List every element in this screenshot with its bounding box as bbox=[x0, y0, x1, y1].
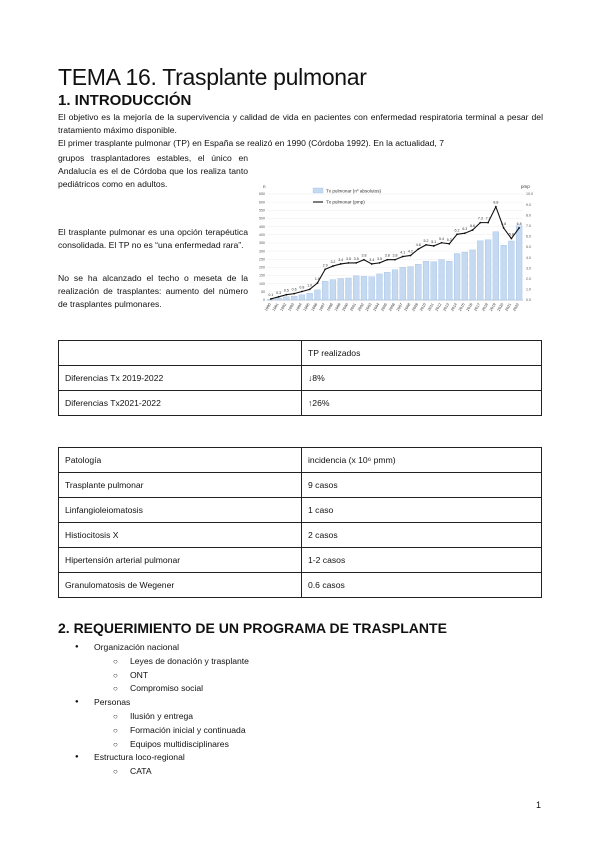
paragraph-techo-meseta: No se ha alcanzado el techo o meseta de la realización de trasplantes: aumento del número de trasplantes pulmonares. bbox=[58, 273, 248, 309]
chart-x-tick-label: 1999 bbox=[333, 302, 342, 312]
chart-x-tick-label: 1993 bbox=[287, 302, 296, 312]
chart-line-point bbox=[518, 227, 520, 229]
chart-line-point bbox=[309, 289, 311, 291]
chart-legend-label: Tx pulmonar (nº absolutos) bbox=[326, 188, 382, 194]
chart-y2-tick-label: 2.0 bbox=[526, 277, 531, 281]
chart-bar bbox=[322, 281, 328, 300]
chart-x-tick-label: 2000 bbox=[341, 302, 350, 312]
table2-cell: 0.6 casos bbox=[302, 573, 542, 598]
chart-data-label: 5.1 bbox=[431, 239, 437, 244]
chart-bar bbox=[431, 262, 437, 300]
table1-cell: Diferencias Tx 2019-2022 bbox=[59, 366, 302, 391]
chart-y-tick-label: 200 bbox=[259, 265, 265, 270]
requirements-list bbox=[58, 641, 249, 779]
chart-bar bbox=[462, 252, 468, 300]
requirement-item: ● Organización nacional bbox=[58, 641, 249, 655]
chart-x-tick-label: 1991 bbox=[271, 302, 280, 312]
chart-y-tick-label: 150 bbox=[259, 273, 265, 278]
chart-x-tick-label: 2020 bbox=[496, 302, 505, 312]
chart-line-point bbox=[317, 282, 319, 284]
chart-bar bbox=[353, 276, 359, 300]
chart-data-label: 4.1 bbox=[400, 250, 406, 255]
chart-x-tick-label: 1996 bbox=[310, 302, 319, 312]
chart-y2-tick-label: 3.0 bbox=[526, 266, 531, 271]
chart-x-tick-label: 2010 bbox=[419, 302, 427, 312]
chart-data-label: 5.8 bbox=[508, 232, 514, 237]
chart-bar bbox=[377, 274, 383, 300]
chart-line-point bbox=[363, 259, 365, 261]
chart-data-label: 6.8 bbox=[516, 221, 522, 226]
chart-line-point bbox=[448, 243, 450, 245]
chart-line-point bbox=[332, 265, 334, 267]
chart-line-point bbox=[464, 232, 466, 234]
requirement-subitem: ○ Compromiso social bbox=[58, 682, 249, 696]
chart-y2-tick-label: 6.0 bbox=[526, 234, 531, 239]
chart-y-tick-label: 300 bbox=[259, 249, 265, 254]
table2-cell: 1-2 casos bbox=[302, 548, 542, 573]
chart-x-tick-label: 1994 bbox=[295, 302, 303, 312]
chart-y-tick-label: 550 bbox=[259, 208, 265, 213]
chart-bar bbox=[330, 280, 336, 300]
page-title: TEMA 16. Trasplante pulmonar bbox=[58, 64, 367, 90]
chart-y-tick-label: 500 bbox=[259, 216, 265, 221]
chart-line-point bbox=[433, 245, 435, 247]
chart-x-tick-label: 2009 bbox=[411, 302, 420, 312]
chart-x-tick-label: 2015 bbox=[457, 302, 466, 312]
chart-y-tick-label: 650 bbox=[259, 192, 265, 197]
chart-y-tick-label: 50 bbox=[261, 290, 265, 295]
chart-data-label: 7.3 bbox=[485, 216, 491, 221]
chart-data-label: 1.6 bbox=[314, 277, 320, 282]
table2-row bbox=[59, 573, 542, 598]
table1-row bbox=[59, 366, 542, 391]
chart-legend-label: Tx pulmonar (pmp) bbox=[326, 199, 365, 205]
table1-cell: ↑26% bbox=[302, 391, 542, 416]
chart-line-point bbox=[301, 291, 303, 293]
requirement-subitem: ○ Leyes de donación y trasplante bbox=[58, 655, 249, 669]
chart-y2-tick-label: 7.0 bbox=[526, 224, 531, 228]
chart-data-label: 5.3 bbox=[446, 237, 452, 242]
chart-data-label: 2.9 bbox=[322, 263, 328, 268]
chart-line-point bbox=[293, 293, 295, 295]
chart-bar bbox=[415, 264, 421, 300]
paragraph-opcion-terapeutica: El trasplante pulmonar es una opción terapéutica consolidada. El TP no es “una enfermedad rara”. bbox=[58, 227, 248, 250]
chart-x-tick-label: 1995 bbox=[302, 302, 311, 312]
chart-x-tick-label: 2019 bbox=[489, 302, 497, 312]
chart-line-point bbox=[417, 248, 419, 250]
chart-line-point bbox=[371, 263, 373, 265]
table2-header-row bbox=[59, 448, 542, 473]
requirement-subitem: ○ CATA bbox=[58, 765, 249, 779]
chart-data-label: 7.3 bbox=[477, 216, 483, 221]
chart-line-point bbox=[402, 256, 404, 258]
section-heading-introduccion: 1. INTRODUCCIÓN bbox=[58, 92, 192, 109]
table1-header-row bbox=[59, 341, 542, 366]
chart-data-label: 3.8 bbox=[392, 253, 398, 258]
chart-x-tick-label: 2006 bbox=[388, 302, 396, 312]
table2-row bbox=[59, 523, 542, 548]
chart-x-tick-label: 2001 bbox=[349, 302, 358, 312]
table1-cell: TP realizados bbox=[302, 341, 542, 366]
chart-x-tick-label: 2014 bbox=[450, 302, 458, 312]
table1-row bbox=[59, 391, 542, 416]
chart-bar bbox=[470, 250, 476, 300]
page-number: 1 bbox=[536, 800, 542, 810]
chart-data-label: 0.1 bbox=[268, 292, 274, 297]
table1-cell: ↓8% bbox=[302, 366, 542, 391]
chart-y2-axis-label: pmp bbox=[521, 184, 530, 189]
chart-data-label: 6.6 bbox=[470, 224, 476, 229]
table1-cell bbox=[59, 341, 302, 366]
requirement-item: ● Personas bbox=[58, 696, 249, 710]
chart-line-point bbox=[425, 244, 427, 246]
chart-data-label: 3.5 bbox=[353, 256, 359, 261]
paragraph-objetivo: El objetivo es la mejoría de la supervivencia y calidad de vida en pacientes con enfermedad respiratoria terminal a pesar del tratamiento máximo disponible. bbox=[58, 112, 543, 135]
chart-y2-tick-label: 4.0 bbox=[526, 255, 531, 260]
chart-bar bbox=[338, 278, 344, 300]
chart-y-tick-label: 400 bbox=[259, 232, 265, 237]
chart-line-point bbox=[324, 268, 326, 270]
chart-data-label: 5.4 bbox=[439, 236, 445, 241]
chart-y-tick-label: 100 bbox=[259, 281, 265, 286]
chart-bar bbox=[307, 293, 313, 300]
chart-legend-bar-swatch bbox=[313, 188, 323, 193]
chart-y-tick-label: 450 bbox=[259, 224, 265, 229]
chart-x-tick-label: 2011 bbox=[427, 302, 435, 312]
table2-cell: Patología bbox=[59, 448, 302, 473]
chart-line-point bbox=[479, 222, 481, 224]
chart-line-point bbox=[487, 222, 489, 224]
chart-line-point bbox=[472, 229, 474, 231]
chart-y2-tick-label: 9.0 bbox=[526, 202, 531, 207]
chart-line-point bbox=[441, 242, 443, 244]
chart-y2-tick-label: 8.0 bbox=[526, 213, 531, 218]
chart-x-tick-label: 2007 bbox=[395, 302, 404, 312]
chart-line-point bbox=[386, 259, 388, 261]
chart-bar bbox=[276, 298, 282, 300]
chart-bar bbox=[439, 260, 445, 300]
chart-bar bbox=[400, 267, 406, 300]
chart-bar bbox=[408, 267, 414, 300]
table2-row bbox=[59, 548, 542, 573]
chart-x-tick-label: 2002 bbox=[357, 302, 365, 312]
chart-y2-tick-label: 10.0 bbox=[526, 192, 533, 197]
chart-data-label: 3.8 bbox=[384, 253, 390, 258]
chart-line-point bbox=[278, 296, 280, 298]
chart-y-axis-label: n bbox=[263, 184, 266, 189]
chart-data-label: 3.5 bbox=[376, 256, 382, 261]
chart-line-point bbox=[340, 263, 342, 265]
chart-bar bbox=[384, 272, 390, 300]
chart-data-label: 3.5 bbox=[345, 256, 351, 261]
chart-data-label: 5.2 bbox=[423, 238, 429, 243]
chart-line-point bbox=[495, 206, 497, 208]
chart-data-label: 0.8 bbox=[299, 285, 305, 290]
chart-y2-tick-label: 0.0 bbox=[526, 298, 531, 303]
chart-data-label: 3.4 bbox=[338, 257, 344, 262]
chart-bar bbox=[392, 270, 398, 300]
chart-data-label: 6.2 bbox=[454, 228, 460, 233]
chart-y2-tick-label: 5.0 bbox=[526, 245, 531, 250]
chart-bar bbox=[477, 241, 483, 300]
chart-bar bbox=[361, 276, 367, 300]
chart-data-label: 4.8 bbox=[415, 243, 421, 248]
requirement-subitem: ○ Formación inicial y continuada bbox=[58, 724, 249, 738]
chart-x-tick-label: 2005 bbox=[380, 302, 389, 312]
chart-bar bbox=[454, 254, 460, 300]
requirement-subitem: ○ ONT bbox=[58, 669, 249, 683]
chart-line-point bbox=[270, 298, 272, 300]
chart-data-label: 4.2 bbox=[408, 249, 414, 254]
table2-cell: incidencia (x 10⁶ pmm) bbox=[302, 448, 542, 473]
chart-data-label: 1.0 bbox=[307, 283, 313, 288]
chart-data-label: 6.8 bbox=[501, 221, 507, 226]
chart-x-tick-label: 2018 bbox=[481, 302, 489, 312]
chart-x-tick-label: 2008 bbox=[403, 302, 412, 312]
chart-bar bbox=[516, 226, 522, 300]
chart-bar bbox=[291, 296, 297, 300]
chart-bar bbox=[446, 261, 452, 300]
chart-line-point bbox=[285, 294, 287, 296]
requirement-subitem: ○ Equipos multidisciplinares bbox=[58, 738, 249, 752]
chart-bar bbox=[283, 297, 289, 300]
chart-x-tick-label: 2003 bbox=[364, 302, 373, 312]
chart-data-label: 3.4 bbox=[369, 257, 375, 262]
chart-x-tick-label: 1992 bbox=[279, 302, 288, 312]
chart-bar bbox=[346, 278, 352, 300]
table2-cell: Trasplante pulmonar bbox=[59, 473, 302, 498]
chart-line-point bbox=[503, 227, 505, 229]
chart-y2-tick-label: 1.0 bbox=[526, 287, 531, 292]
chart-bar bbox=[314, 290, 320, 300]
chart-data-label: 0.6 bbox=[291, 287, 297, 292]
table2-row bbox=[59, 498, 542, 523]
table2-cell: Linfangioleiomatosis bbox=[59, 498, 302, 523]
table2-cell: Granulomatosis de Wegener bbox=[59, 573, 302, 598]
requirement-subitem: ○ Ilusión y entrega bbox=[58, 710, 249, 724]
chart-x-tick-label: 1990 bbox=[264, 302, 272, 312]
paragraph-primer-trasplante: El primer trasplante pulmonar (TP) en España se realizó en 1990 (Córdoba 1992). En la actualidad, 7 bbox=[58, 138, 444, 148]
chart-line-point bbox=[348, 262, 350, 264]
chart-data-label: 3.8 bbox=[361, 253, 367, 258]
chart-x-tick-label: 2017 bbox=[473, 302, 482, 312]
chart-line-point bbox=[379, 262, 381, 264]
table1-cell: Diferencias Tx2021-2022 bbox=[59, 391, 302, 416]
chart-x-tick-label: 2012 bbox=[434, 302, 443, 312]
chart-x-tick-label: 2016 bbox=[465, 302, 474, 312]
paragraph-grupos-trasplantadores: grupos trasplantadores estables, el único en Andalucía es el de Córdoba que los realiza tanto pediátricos como en adultos. bbox=[58, 153, 248, 189]
chart-data-label: 0.3 bbox=[276, 290, 282, 295]
chart-x-tick-label: 2004 bbox=[372, 302, 381, 312]
chart-x-tick-label: 2013 bbox=[442, 302, 451, 312]
chart-line-point bbox=[394, 259, 396, 261]
requirement-item: ● Estructura loco-regional bbox=[58, 751, 249, 765]
chart-line-point bbox=[456, 233, 458, 235]
table2-cell: Histiocitosis X bbox=[59, 523, 302, 548]
chart-bar bbox=[485, 240, 491, 300]
chart-bar bbox=[508, 241, 514, 300]
chart-data-label: 8.8 bbox=[493, 200, 499, 205]
chart-y-tick-label: 350 bbox=[259, 241, 265, 246]
chart-y-tick-label: 250 bbox=[259, 257, 265, 262]
chart-x-tick-label: 2022 bbox=[512, 302, 520, 312]
chart-y-tick-label: 600 bbox=[259, 200, 265, 205]
chart-bar bbox=[501, 245, 507, 300]
table2-row bbox=[59, 473, 542, 498]
chart-bar bbox=[369, 277, 375, 300]
chart-x-tick-label: 1997 bbox=[318, 302, 327, 312]
chart-bar bbox=[423, 261, 429, 300]
table2-cell: 9 casos bbox=[302, 473, 542, 498]
table2-cell: 1 caso bbox=[302, 498, 542, 523]
section-heading-requerimiento: 2. REQUERIMIENTO DE UN PROGRAMA DE TRASPLANTE bbox=[58, 620, 447, 636]
table-patologia-incidencia bbox=[58, 447, 542, 598]
chart-x-tick-label: 1998 bbox=[326, 302, 334, 312]
transplant-chart bbox=[255, 180, 545, 340]
chart-line-point bbox=[510, 238, 512, 240]
chart-data-label: 3.2 bbox=[330, 260, 336, 265]
table-tp-realizados bbox=[58, 340, 542, 416]
chart-y-tick-label: 0 bbox=[263, 298, 265, 303]
chart-bar bbox=[299, 295, 305, 300]
chart-data-label: 0.5 bbox=[283, 288, 289, 293]
chart-bar bbox=[493, 232, 499, 300]
table2-cell: 2 casos bbox=[302, 523, 542, 548]
chart-x-tick-label: 2021 bbox=[504, 302, 513, 312]
chart-data-label: 6.3 bbox=[462, 227, 468, 232]
chart-line-point bbox=[355, 262, 357, 264]
table2-cell: Hipertensión arterial pulmonar bbox=[59, 548, 302, 573]
chart-line-point bbox=[410, 255, 412, 257]
